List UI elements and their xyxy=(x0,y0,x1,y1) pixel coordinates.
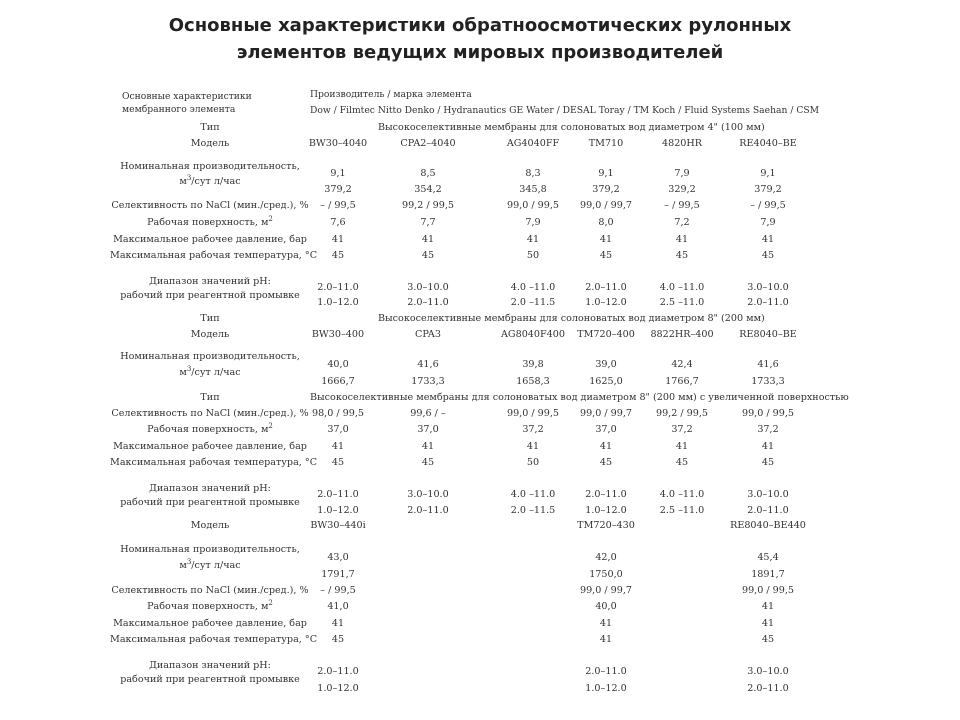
title-line-1: Основные характеристики обратноосмотических рулонных xyxy=(168,15,792,36)
selectivity-cell: 99,0 / 99,5 xyxy=(506,408,560,419)
ph-work-cell: 3.0–10.0 xyxy=(407,489,449,500)
ph-clean-cell: 2.0–11.0 xyxy=(747,297,789,308)
selectivity-label: Селективность по NaCl (мин./сред.), % xyxy=(111,408,309,419)
productivity-unit-label-part: м xyxy=(179,367,187,378)
pressure-cell: 41 xyxy=(675,234,689,245)
productivity-m3-cell: 9,1 xyxy=(598,168,614,179)
area-label-part: 2 xyxy=(268,422,273,430)
manufacturer-saehan: Saehan / CSM xyxy=(752,105,820,116)
ph-clean-cell: 1.0–12.0 xyxy=(585,505,627,516)
productivity-lh-cell: 379,2 xyxy=(592,184,620,195)
productivity-lh-cell: 1750,0 xyxy=(589,569,623,580)
productivity-m3-cell: 42,4 xyxy=(671,359,693,370)
ph-work-cell: 4.0 –11.0 xyxy=(510,282,556,293)
pressure-cell: 41 xyxy=(599,234,613,245)
ph-work-cell: 2.0–11.0 xyxy=(585,666,627,677)
productivity-m3-cell: 9,1 xyxy=(760,168,776,179)
area-cell: 37,2 xyxy=(522,424,544,435)
pressure-cell: 41 xyxy=(599,618,613,629)
temperature-cell: 50 xyxy=(526,250,540,261)
model-cell: BW30–400 xyxy=(311,329,365,340)
manufacturer-dow: Dow / Filmtec xyxy=(310,105,375,116)
pressure-cell: 41 xyxy=(421,441,435,452)
corner-header-line-2: мембранного элемента xyxy=(122,104,236,115)
selectivity-label: Селективность по NaCl (мин./сред.), % xyxy=(111,200,309,211)
temperature-cell: 45 xyxy=(675,457,689,468)
area-cell: 41 xyxy=(761,601,775,612)
pressure-cell: 41 xyxy=(526,441,540,452)
type-text-8in: Высокоселективные мембраны для солоноватых вод диаметром 8" (200 мм) xyxy=(378,313,765,324)
productivity-m3-cell: 42,0 xyxy=(595,552,617,563)
ph-clean-cell: 1.0–12.0 xyxy=(585,297,627,308)
productivity-m3-cell: 9,1 xyxy=(330,168,346,179)
productivity-unit-label xyxy=(110,367,310,379)
productivity-lh-cell: 1658,3 xyxy=(516,376,550,387)
productivity-lh-cell: 329,2 xyxy=(668,184,696,195)
selectivity-cell: 99,0 / 99,5 xyxy=(506,200,560,211)
temperature-cell: 45 xyxy=(599,250,613,261)
selectivity-cell: – / 99,5 xyxy=(750,200,786,211)
ph-work-cell: 4.0 –11.0 xyxy=(510,489,556,500)
selectivity-cell: – / 99,5 xyxy=(320,585,356,596)
selectivity-cell: 99,0 / 99,7 xyxy=(579,200,633,211)
area-cell: 37,2 xyxy=(757,424,779,435)
ph-clean-cell: 2.0–11.0 xyxy=(407,505,449,516)
temperature-label: Максимальная рабочая температура, °С xyxy=(110,250,318,261)
area-label xyxy=(110,424,310,436)
temperature-cell: 45 xyxy=(421,250,435,261)
productivity-lh-cell: 345,8 xyxy=(519,184,547,195)
ph-work-cell: 3.0–10.0 xyxy=(747,666,789,677)
type-text-4in: Высокоселективные мембраны для солоноватых вод диаметром 4" (100 мм) xyxy=(378,122,765,133)
manufacturer-header xyxy=(310,105,819,117)
area-cell: 37,0 xyxy=(327,424,349,435)
area-cell: 7,9 xyxy=(525,217,541,228)
model-label: Модель xyxy=(190,138,230,149)
type-text-8in-large: Высокоселективные мембраны для солоноватых вод диаметром 8" (200 мм) с увеличенной поверхностью xyxy=(310,392,849,403)
type-label: Тип xyxy=(200,313,220,324)
manufacturer-koch: Koch / Fluid Systems xyxy=(652,105,750,116)
ph-clean-cell: 2.0 –11.5 xyxy=(510,505,556,516)
ph-work-cell: 4.0 –11.0 xyxy=(659,489,705,500)
productivity-label: Номинальная производительность, xyxy=(120,544,300,555)
pressure-cell: 41 xyxy=(331,234,345,245)
productivity-label: Номинальная производительность, xyxy=(120,351,300,362)
temperature-cell: 45 xyxy=(675,250,689,261)
model-cell: AG4040FF xyxy=(506,138,560,149)
temperature-label: Максимальная рабочая температура, °С xyxy=(110,457,318,468)
pressure-cell: 41 xyxy=(761,618,775,629)
productivity-lh-cell: 379,2 xyxy=(754,184,782,195)
area-label xyxy=(110,217,310,229)
ph-clean-label: рабочий при реагентной промывке xyxy=(120,290,300,301)
productivity-unit-label-part: /сут л/час xyxy=(191,560,241,571)
temperature-cell: 45 xyxy=(421,457,435,468)
selectivity-cell: 99,0 / 99,5 xyxy=(741,585,795,596)
model-cell: CPA2–4040 xyxy=(400,138,456,149)
productivity-unit-label-part: м xyxy=(179,176,187,187)
selectivity-cell: 99,0 / 99,7 xyxy=(579,408,633,419)
ph-clean-cell: 1.0–12.0 xyxy=(585,683,627,694)
model-cell: TM720–430 xyxy=(577,520,635,531)
pressure-cell: 41 xyxy=(526,234,540,245)
pressure-label: Максимальное рабочее давление, бар xyxy=(113,618,307,629)
productivity-unit-label xyxy=(110,176,310,188)
productivity-lh-cell: 1766,7 xyxy=(665,376,699,387)
ph-clean-cell: 2.5 –11.0 xyxy=(659,505,705,516)
area-label-part: Рабочая поверхность, м xyxy=(147,424,269,435)
productivity-lh-cell: 1891,7 xyxy=(751,569,785,580)
productivity-unit-label-part: м xyxy=(179,560,187,571)
temperature-cell: 41 xyxy=(599,634,613,645)
productivity-m3-cell: 7,9 xyxy=(674,168,690,179)
ph-label: Диапазон значений рН: xyxy=(149,276,271,287)
model-cell: RE8040–BE xyxy=(739,329,797,340)
ph-work-cell: 2.0–11.0 xyxy=(317,282,359,293)
producer-header: Производитель / марка элемента xyxy=(310,89,472,100)
selectivity-cell: 99,0 / 99,5 xyxy=(741,408,795,419)
selectivity-cell: 99,2 / 99,5 xyxy=(655,408,709,419)
temperature-label: Максимальная рабочая температура, °С xyxy=(110,634,318,645)
ph-clean-cell: 1.0–12.0 xyxy=(317,297,359,308)
temperature-cell: 45 xyxy=(761,457,775,468)
selectivity-cell: 99,2 / 99,5 xyxy=(401,200,455,211)
ph-work-cell: 2.0–11.0 xyxy=(585,282,627,293)
area-label-part: Рабочая поверхность, м xyxy=(147,601,269,612)
type-label: Тип xyxy=(200,392,220,403)
ph-work-cell: 2.0–11.0 xyxy=(317,666,359,677)
area-cell: 40,0 xyxy=(595,601,617,612)
area-cell: 7,9 xyxy=(760,217,776,228)
model-cell: CPA3 xyxy=(415,329,441,340)
model-cell: TM710 xyxy=(588,138,624,149)
model-cell: RE4040–BE xyxy=(739,138,797,149)
manufacturer-ge: GE Water / DESAL xyxy=(509,105,596,116)
productivity-lh-cell: 1733,3 xyxy=(751,376,785,387)
area-label xyxy=(110,601,310,613)
corner-header-line-1: Основные характеристики xyxy=(122,91,252,102)
productivity-m3-cell: 41,6 xyxy=(417,359,439,370)
ph-clean-cell: 2.0–11.0 xyxy=(407,297,449,308)
model-cell: TM720–400 xyxy=(577,329,635,340)
area-cell: 7,7 xyxy=(420,217,436,228)
temperature-cell: 45 xyxy=(331,457,345,468)
type-label: Тип xyxy=(200,122,220,133)
ph-clean-cell: 2.0–11.0 xyxy=(747,505,789,516)
selectivity-cell: – / 99,5 xyxy=(664,200,700,211)
area-cell: 7,2 xyxy=(674,217,690,228)
pressure-cell: 41 xyxy=(675,441,689,452)
area-label-part: 2 xyxy=(268,215,273,223)
area-label-part: 2 xyxy=(268,599,273,607)
title-line-2: элементов ведущих мировых производителей xyxy=(236,42,724,63)
temperature-cell: 45 xyxy=(599,457,613,468)
productivity-lh-cell: 1625,0 xyxy=(589,376,623,387)
productivity-unit-label-part: 3 xyxy=(186,558,192,566)
manufacturer-nitto: Nitto Denko / Hydranautics xyxy=(377,105,507,116)
pressure-label: Максимальное рабочее давление, бар xyxy=(113,234,307,245)
pressure-cell: 41 xyxy=(331,618,345,629)
area-label-part: Рабочая поверхность, м xyxy=(147,217,269,228)
temperature-cell: 45 xyxy=(761,634,775,645)
model-label: Модель xyxy=(190,329,230,340)
model-cell: BW30–440i xyxy=(310,520,366,531)
temperature-cell: 45 xyxy=(331,634,345,645)
ph-clean-label: рабочий при реагентной промывке xyxy=(120,497,300,508)
area-cell: 41,0 xyxy=(327,601,349,612)
temperature-cell: 50 xyxy=(526,457,540,468)
ph-clean-cell: 1.0–12.0 xyxy=(317,683,359,694)
model-cell: 4820HR xyxy=(661,138,702,149)
productivity-lh-cell: 379,2 xyxy=(324,184,352,195)
model-cell: BW30–4040 xyxy=(308,138,368,149)
ph-work-cell: 2.0–11.0 xyxy=(317,489,359,500)
ph-clean-label: рабочий при реагентной промывке xyxy=(120,674,300,685)
productivity-m3-cell: 43,0 xyxy=(327,552,349,563)
productivity-unit-label-part: 3 xyxy=(186,365,192,373)
selectivity-cell: 98,0 / 99,5 xyxy=(311,408,365,419)
ph-clean-cell: 2.0 –11.5 xyxy=(510,297,556,308)
ph-work-cell: 2.0–11.0 xyxy=(585,489,627,500)
ph-clean-cell: 2.5 –11.0 xyxy=(659,297,705,308)
model-label: Модель xyxy=(190,520,230,531)
temperature-cell: 45 xyxy=(331,250,345,261)
pressure-cell: 41 xyxy=(761,234,775,245)
productivity-m3-cell: 8,3 xyxy=(525,168,541,179)
productivity-lh-cell: 1666,7 xyxy=(321,376,355,387)
pressure-label: Максимальное рабочее давление, бар xyxy=(113,441,307,452)
productivity-m3-cell: 39,8 xyxy=(522,359,544,370)
productivity-lh-cell: 1733,3 xyxy=(411,376,445,387)
ph-label: Диапазон значений рН: xyxy=(149,660,271,671)
manufacturer-toray: Toray / TM xyxy=(598,105,650,116)
model-cell: 8822HR–400 xyxy=(650,329,714,340)
model-cell: AG8040F400 xyxy=(501,329,565,340)
model-cell: RE8040–BE440 xyxy=(730,520,806,531)
temperature-cell: 45 xyxy=(761,250,775,261)
pressure-cell: 41 xyxy=(421,234,435,245)
area-cell: 37,0 xyxy=(595,424,617,435)
productivity-m3-cell: 40,0 xyxy=(327,359,349,370)
area-cell: 8,0 xyxy=(598,217,614,228)
selectivity-cell: 99,6 / – xyxy=(410,408,446,419)
productivity-label: Номинальная производительность, xyxy=(120,161,300,172)
ph-work-cell: 3.0–10.0 xyxy=(747,282,789,293)
productivity-lh-cell: 354,2 xyxy=(414,184,442,195)
selectivity-cell: 99,0 / 99,7 xyxy=(579,585,633,596)
area-cell: 7,6 xyxy=(330,217,346,228)
productivity-unit-label-part: /сут л/час xyxy=(191,367,241,378)
ph-work-cell: 3.0–10.0 xyxy=(407,282,449,293)
productivity-m3-cell: 45,4 xyxy=(757,552,779,563)
ph-clean-cell: 2.0–11.0 xyxy=(747,683,789,694)
area-cell: 37,2 xyxy=(671,424,693,435)
pressure-cell: 41 xyxy=(599,441,613,452)
ph-label: Диапазон значений рН: xyxy=(149,483,271,494)
productivity-m3-cell: 41,6 xyxy=(757,359,779,370)
ph-work-cell: 3.0–10.0 xyxy=(747,489,789,500)
productivity-unit-label-part: 3 xyxy=(186,174,192,182)
productivity-m3-cell: 8,5 xyxy=(420,168,436,179)
ph-work-cell: 4.0 –11.0 xyxy=(659,282,705,293)
selectivity-cell: – / 99,5 xyxy=(320,200,356,211)
productivity-unit-label xyxy=(110,560,310,572)
pressure-cell: 41 xyxy=(331,441,345,452)
productivity-unit-label-part: /сут л/час xyxy=(191,176,241,187)
pressure-cell: 41 xyxy=(761,441,775,452)
area-cell: 37,0 xyxy=(417,424,439,435)
selectivity-label: Селективность по NaCl (мин./сред.), % xyxy=(111,585,309,596)
productivity-lh-cell: 1791,7 xyxy=(321,569,355,580)
ph-clean-cell: 1.0–12.0 xyxy=(317,505,359,516)
productivity-m3-cell: 39,0 xyxy=(595,359,617,370)
